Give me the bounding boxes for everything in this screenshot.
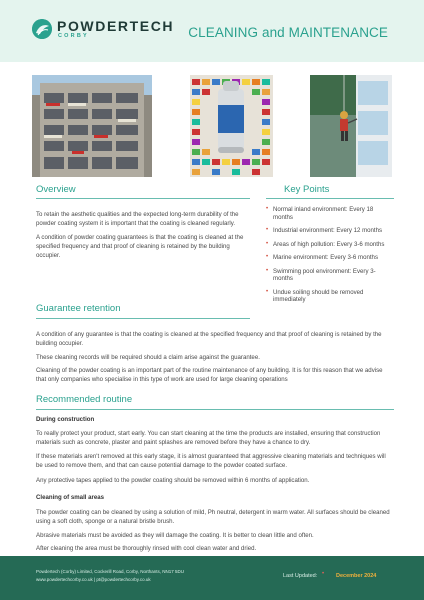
guarantee-paragraph-2: These cleaning records will be required should a claim arise against the guarantee. — [36, 354, 260, 361]
bullet-dot-icon: • — [266, 206, 269, 212]
key-points-list — [266, 206, 394, 310]
bullet-dot-icon: • — [322, 571, 325, 577]
during-construction-heading: During construction — [36, 416, 95, 423]
small-paragraph-3: After cleaning the area must be thoroughly rinsed with cool clean water and dried. — [36, 545, 257, 552]
guarantee-paragraph-3: Cleaning of the powder coating is an important part of the routine maintenance of any building. It is for this reason that we advise that only companies who specialise in this type of work are used for large cleaning operations — [36, 367, 383, 383]
footer-address: Powdertech (Corby) Limited, Cockerill Road, Corby, Northants, NN17 5DU — [36, 569, 184, 574]
during-paragraph-2: If these materials aren't removed at this early stage, it is almost guaranteed that aggressive cleaning materials and techniques will be used to remove them, and that can cause potential damage to the powder coated surface. — [36, 453, 386, 469]
overview-heading: Overview — [36, 184, 76, 195]
key-point-text: Areas of high pollution: Every 3-6 months — [273, 240, 385, 248]
guarantee-heading: Guarantee retention — [36, 303, 121, 314]
brand-location: CORBY — [58, 33, 89, 39]
key-point-text: Industrial environment: Every 12 months — [273, 227, 383, 234]
routine-heading: Recommended routine — [36, 394, 133, 405]
small-paragraph-1: The powder coating can be cleaned by using a solution of mild, Ph neutral, detergent in warm water. All surfaces should be cleaned using a soft cloth, sponge or a natural bristle brush. — [36, 509, 390, 525]
page-title: CLEANING and MAINTENANCE — [188, 25, 388, 40]
last-updated-date: December 2024 — [336, 573, 377, 579]
small-areas-heading: Cleaning of small areas — [36, 494, 105, 501]
abseil-cleaner-photo — [310, 75, 392, 177]
key-point-text: Undue soiling should be removed immediately — [273, 288, 364, 303]
brand-logo — [32, 19, 174, 40]
routine-rule — [36, 409, 394, 410]
list-item — [266, 289, 394, 304]
during-paragraph-1: To really protect your product, start early. You can start cleaning at the time the products are installed, ensuring that construction materials such as concrete, plaster and paint splashes are removed before they have a chance to dry. — [36, 430, 381, 446]
bullet-dot-icon: • — [266, 267, 269, 274]
list-item — [266, 206, 394, 221]
bullet-dot-icon: • — [266, 240, 269, 247]
overview-rule — [36, 198, 250, 199]
building-facade-photo — [32, 75, 152, 177]
guarantee-paragraph-1: A condition of any guarantee is that the coating is cleaned at the specified frequency and that proof of cleaning is retained by the building occupier. — [36, 331, 382, 347]
overview-paragraph-1: To retain the aesthetic qualities and the expected long-term durability of the powder coating system it is important that the coating is cleaned regularly. — [36, 211, 239, 227]
key-points-rule — [266, 198, 394, 199]
brand-name: POWDERTECH — [57, 18, 175, 34]
powdertech-logo-icon — [32, 19, 52, 39]
colour-swatch-spray-photo — [190, 75, 273, 177]
bullet-dot-icon: • — [266, 254, 269, 260]
key-points-heading: Key Points — [284, 184, 330, 195]
key-point-text: Normal inland environment: Every 18 months — [273, 206, 374, 221]
key-point-text: Marine environment: Every 3-6 months — [273, 254, 378, 261]
overview-paragraph-2: A condition of powder coating guarantees is that the coating is cleaned at the specified frequency and that proof of cleaning is retained by the building occupier. — [36, 234, 244, 259]
list-item — [266, 254, 394, 262]
page-header — [0, 0, 424, 62]
last-updated-label: Last Updated: — [283, 573, 318, 579]
bullet-dot-icon: • — [266, 227, 269, 233]
guarantee-rule — [36, 318, 250, 319]
list-item — [266, 241, 394, 249]
bullet-dot-icon: • — [266, 288, 269, 295]
list-item — [266, 227, 394, 235]
small-paragraph-2: Abrasive materials must be avoided as they will damage the coating. It is better to clean little and often. — [36, 532, 314, 539]
during-paragraph-3: Any protective tapes applied to the powder coating should be removed within 6 months of application. — [36, 477, 310, 484]
footer-contact: www.powdertechcorby.co.uk | pt@powdertechcorby.co.uk — [36, 577, 151, 582]
key-point-text: Swimming pool environment: Every 3-months — [273, 267, 376, 282]
list-item — [266, 268, 394, 283]
